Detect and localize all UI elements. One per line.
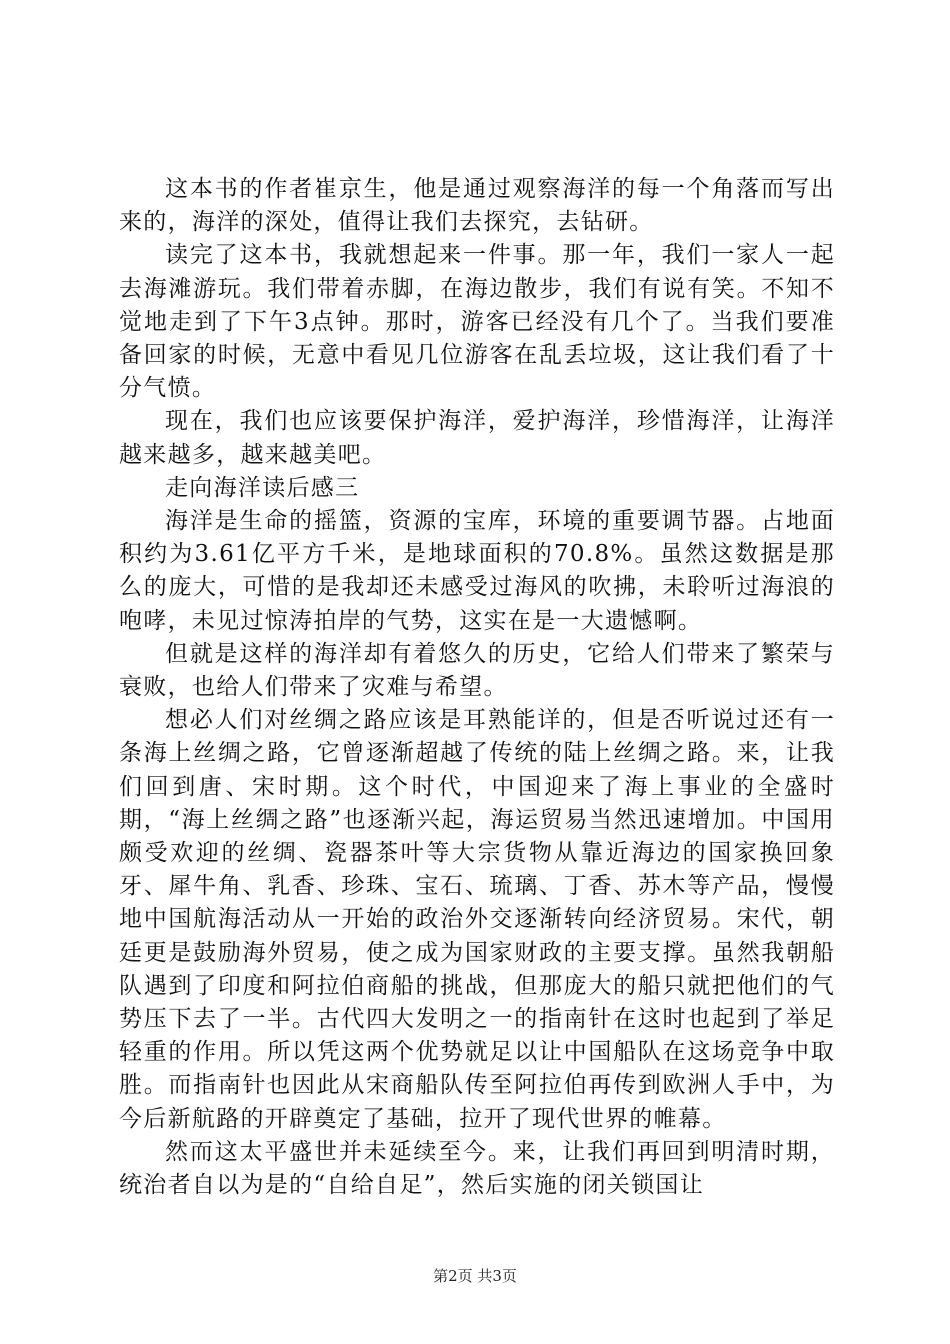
paragraph-author: 这本书的作者崔京生，他是通过观察海洋的每一个角落而写出来的，海洋的深处，值得让我们去探究，去钻研。 [119, 176, 835, 236]
paragraph-ocean-intro: 海洋是生命的摇篮，资源的宝库，环境的重要调节器。占地面积约为3.61亿平方千米，是地球面积的70.8%。虽然这数据是那么的庞大，可惜的是我却还未感受过海风的吹拂，未聆听过海浪的咆哮，未见过惊涛拍岸的气势，这实在是一大遗憾啊。 [119, 508, 835, 634]
paragraph-ming-qing: 然而这太平盛世并未延续至今。来，让我们再回到明清时期，统治者自以为是的“自给自足”，然后实施的闭关锁国让 [119, 1138, 835, 1199]
paragraph-memory: 读完了这本书，我就想起来一件事。那一年，我们一家人一起去海滩游玩。我们带着赤脚，在海边散步，我们有说有笑。不知不觉地走到了下午3点钟。那时，游客已经没有几个了。当我们要准备回家的时候，无意中看见几位游客在乱丢垃圾，这让我们看了十分气愤。 [119, 242, 835, 402]
paragraph-silk-road: 想必人们对丝绸之路应该是耳熟能详的，但是否听说过还有一条海上丝绸之路，它曾逐渐超越了传统的陆上丝绸之路。来，让我们回到唐、宋时期。这个时代，中国迎来了海上事业的全盛时期，“海上丝绸之路”也逐渐兴起，海运贸易当然迅速增加。中国用颇受欢迎的丝绸、瓷器茶叶等大宗货物从靠近海边的国家换回象牙、犀牛角、乳香、珍珠、宝石、琉璃、丁香、苏木等产品，慢慢地中国航海活动从一开始的政治外交逐渐转向经济贸易。宋代，朝廷更是鼓励海外贸易，使之成为国家财政的主要支撑。虽然我朝船队遇到了印度和阿拉伯商船的挑战，但那庞大的船只就把他们的气势压下去了一半。古代四大发明之一的指南针在这时也起到了举足轻重的作用。所以凭这两个优势就足以让中国船队在这场竞争中取胜。而指南针也因此从宋商船队传至阿拉伯再传到欧洲人手中，为今后新航路的开辟奠定了基础，拉开了现代世界的帷幕。 [119, 707, 835, 1132]
section-heading: 走向海洋读后感三 [165, 474, 360, 501]
page-indicator: 第2页 共3页 [433, 1267, 517, 1285]
document-body [119, 173, 835, 1202]
paragraph-protect-ocean: 现在，我们也应该要保护海洋，爱护海洋，珍惜海洋，让海洋越来越多，越来越美吧。 [119, 408, 835, 468]
page-footer [0, 1266, 950, 1286]
paragraph-ocean-history: 但就是这样的海洋却有着悠久的历史，它给人们带来了繁荣与衰败，也给人们带来了灾难与希望。 [119, 640, 835, 701]
